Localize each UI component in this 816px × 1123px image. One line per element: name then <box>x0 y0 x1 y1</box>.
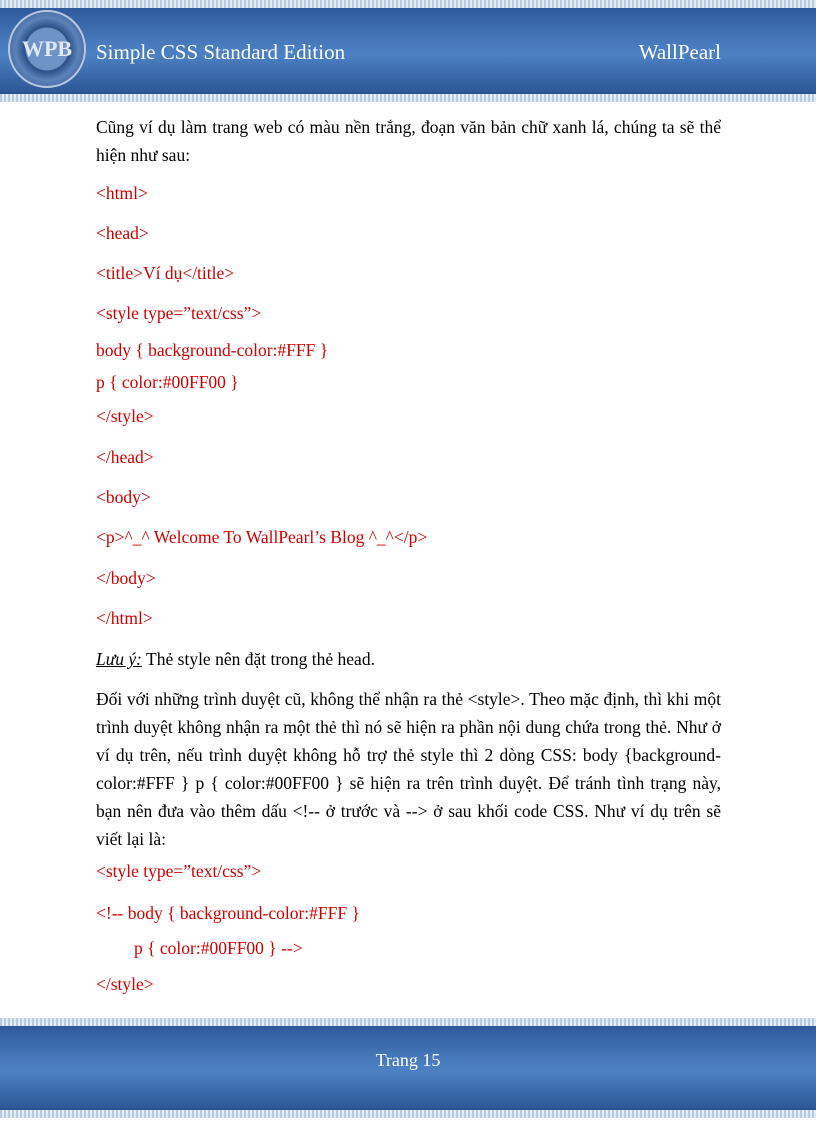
code-line: <title>Ví dụ</title> <box>96 263 235 283</box>
code-line: p { color:#00FF00 } <box>96 372 239 392</box>
code-line: <head> <box>96 223 149 243</box>
intro-paragraph: Cũng ví dụ làm trang web có màu nền trắng, đoạn văn bản chữ xanh lá, chúng ta sẽ thể hiện như sau: <box>96 117 721 165</box>
code-line: </head> <box>96 447 154 467</box>
header-title: Simple CSS Standard Edition <box>96 40 346 64</box>
page-number: Trang 15 <box>375 1050 441 1070</box>
code-line: </body> <box>96 568 156 588</box>
code-line: </html> <box>96 608 153 628</box>
code-line: body { background-color:#FFF } <box>96 340 329 360</box>
page-footer <box>0 1026 816 1110</box>
code-line: </style> <box>96 974 154 994</box>
code-line: <!-- body { background-color:#FFF } <box>96 903 360 923</box>
note-text: Thẻ style nên đặt trong thẻ head. <box>142 649 375 669</box>
logo-text: WPB <box>21 36 73 61</box>
explanation-paragraph: Đối với những trình duyệt cũ, không thể nhận ra thẻ <style>. Theo mặc định, thì khi một trình duyệt không nhận ra một thẻ thì nó sẽ hiện ra phần nội dung chứa trong thẻ. Như ở ví dụ trên, nếu trình duyệt không hỗ trợ thẻ style thì 2 dòng CSS: body {background-color:#FFF } p { color:#00FF00 } sẽ hiện ra trên trình duyệt. Để tránh tình trạng này, bạn nên đưa vào thêm dấu <!-- ở trước và --> ở sau khối code CSS. Như ví dụ trên sẽ viết lại là: <box>96 689 721 849</box>
note <box>96 645 721 673</box>
page-header <box>0 8 816 94</box>
code-line: </style> <box>96 406 154 426</box>
code-line: <style type=”text/css”> <box>96 861 262 881</box>
note-label: Lưu ý: <box>96 649 142 669</box>
code-line: <style type=”text/css”> <box>96 303 262 323</box>
wpb-logo <box>8 10 86 88</box>
code-line: <p>^_^ Welcome To WallPearl’s Blog ^_^</p> <box>96 527 428 547</box>
code-line: <body> <box>96 487 151 507</box>
code-line: p { color:#00FF00 } --> <box>134 938 303 958</box>
code-line: <html> <box>96 183 148 203</box>
header-brand: WallPearl <box>638 40 721 64</box>
